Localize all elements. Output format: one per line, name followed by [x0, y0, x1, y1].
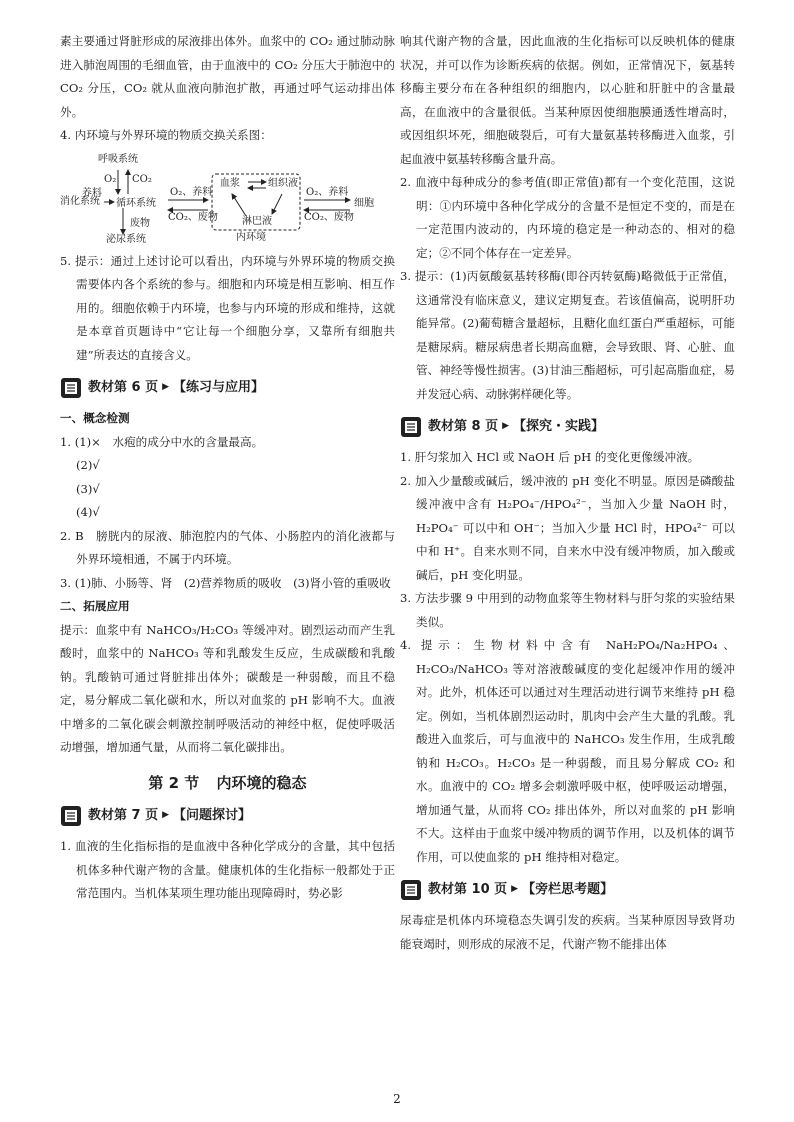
triangle-right-icon: ▶ — [162, 810, 170, 821]
subheading-extension: 二、拓展应用 — [60, 599, 130, 613]
co2-waste-label-2: CO₂、废物 — [304, 211, 354, 223]
banner-page-10 — [400, 877, 735, 903]
tissue-lymph-arrow — [272, 194, 282, 214]
tissue-fluid-label: 组织液 — [268, 177, 298, 189]
banner-page-6 — [60, 375, 395, 401]
p8-item-2: 2. 加入少量酸或碱后，缓冲液的 pH 变化不明显。原因是磷酸盐缓冲液中含有 H₂PO₄⁻/HPO₄²⁻，当加入少量 NaOH 时，H₂PO₄⁻ 可以中和 OH⁻；当加入少量 HCl 时，HPO₄²⁻ 可以中和 H⁺。自来水则不同，自来水中没有缓冲物质，加入酸或碱后，pH 变化明显。 — [400, 473, 735, 582]
intro-paragraph: 素主要通过肾脏形成的尿液排出体外。血浆中的 CO₂ 通过肺动脉进入肺泡周围的毛细血管，由于血液中的 CO₂ 分压大于肺泡中的 CO₂ 分压，CO₂ 就从血液向肺泡扩散，再通过呼气运动排出体外。 — [60, 34, 395, 119]
respiratory-label: 呼吸系统 — [98, 153, 138, 165]
lymph-plasma-arrow — [232, 194, 246, 216]
o2-nutrient-label: O₂、养料 — [170, 186, 213, 198]
p8-item-3: 3. 方法步骤 9 中用到的动物血浆等生物材料与肝匀浆的实验结果类似。 — [400, 591, 735, 629]
lymph-label: 淋巴液 — [242, 215, 272, 227]
q1-4: (4)√ — [76, 505, 100, 519]
banner-category: 【问题探讨】 — [173, 808, 252, 824]
waste-label: 废物 — [130, 217, 150, 229]
p7-item-2: 2. 血液中每种成分的参考值(即正常值)都有一个变化范围，这说明：①内环境中各种化学成分的含量不是恒定不变的，而是在一定范围内波动的，内环境的稳定是一种动态的、相对的稳定；②不同个体存在一定差异。 — [400, 175, 735, 260]
banner-category: 【练习与应用】 — [173, 380, 265, 396]
book-icon — [60, 805, 82, 827]
diagram-lines — [60, 154, 395, 246]
q1-1: 1. (1)× 水疱的成分中水的含量最高。 — [60, 434, 264, 449]
page-number: 2 — [393, 1092, 401, 1106]
cell-label: 细胞 — [354, 197, 374, 209]
q1-2: (2)√ — [76, 458, 100, 472]
extension-paragraph: 提示：血浆中有 NaHCO₃/H₂CO₃ 等缓冲对。剧烈运动而产生乳酸时，血浆中的 NaHCO₃ 等和乳酸发生反应，生成碳酸和乳酸钠。乳酸钠可通过肾脏排出体外；碳酸是一种弱酸，而且不稳定，易分解成二氧化碳和水，所以对血浆的 pH 影响不大。血液中增多的二氧化碳会刺激控制呼吸活动的神经中枢，促使呼吸活动增强，增加通气量，从而将二氧化碳排出。 — [60, 622, 395, 754]
right-column — [400, 30, 735, 956]
banner-page-7 — [60, 803, 395, 829]
banner-title: 教材第 8 页 — [428, 419, 499, 435]
exchange-diagram — [60, 154, 395, 246]
banner-title: 教材第 7 页 — [88, 808, 159, 824]
circulatory-label: 循环系统 — [116, 197, 156, 209]
digestive-label: 消化系统 — [60, 195, 100, 207]
co2-label: CO₂ — [132, 173, 152, 185]
banner-title: 教材第 6 页 — [88, 380, 159, 396]
book-icon — [400, 879, 422, 901]
plasma-label: 血浆 — [220, 177, 240, 189]
o2-nutrient-label-2: O₂、养料 — [306, 186, 349, 198]
p10-paragraph: 尿毒症是机体内环境稳态失调引发的疾病。当某种原因导致肾功能衰竭时，则形成的尿液不足，代谢产物不能排出体 — [400, 913, 735, 951]
internal-env-label: 内环境 — [236, 231, 266, 243]
p7-item-3: 3. 提示：(1)丙氨酸氨基转移酶(即谷丙转氨酶)略微低于正常值，这通常没有临床意义，建议定期复查。若该值偏高，说明肝功能异常。(2)葡萄糖含量超标，且糖化血红蛋白严重超标，可能是糖尿病。糖尿病患者长期高血糖，会导致眼、肾、心脏、血管、神经等慢性损害。(3)甘油三酯超标，可引起高脂血症，易并发冠心病、动脉粥样硬化等。 — [400, 269, 735, 401]
item-4: 4. 内环境与外界环境的物质交换关系图： — [60, 128, 272, 142]
banner-title: 教材第 10 页 — [428, 882, 508, 898]
q1-3: (3)√ — [76, 481, 100, 496]
section-number: 第 2 节 — [148, 773, 200, 792]
q3: 3. (1)肺、小肠等、肾 (2)营养物质的吸收 (3)肾小管的重吸收 — [60, 575, 391, 590]
left-column — [60, 30, 395, 906]
banner-page-8 — [400, 414, 735, 440]
banner-category: 【旁栏思考题】 — [522, 882, 614, 898]
triangle-right-icon: ▶ — [511, 884, 519, 895]
triangle-right-icon: ▶ — [502, 421, 510, 432]
book-icon — [400, 416, 422, 438]
triangle-right-icon: ▶ — [162, 382, 170, 393]
subheading-concept-check: 一、概念检测 — [60, 411, 130, 425]
urinary-label: 泌尿系统 — [106, 233, 146, 245]
p7-item-1: 1. 血液的生化指标指的是血液中各种化学成分的含量，其中包括机体多种代谢产物的含量。健康机体的生化指标一般都处于正常范围内。当机体某项生理功能出现障碍时，势必影 — [60, 839, 395, 900]
book-icon — [60, 377, 82, 399]
q2: 2. B 膀胱内的尿液、肺泡腔内的气体、小肠腔内的消化液都与外界环境相通，不属于内环境。 — [60, 528, 395, 566]
continuation-paragraph: 响其代谢产物的含量，因此血液的生化指标可以反映机体的健康状况，并可以作为诊断疾病的依据。例如，正常情况下，氨基转移酶主要分布在各种组织的细胞内，以心脏和肝脏中的含量最高，在血液中的含量很低。当某种原因使细胞膜通透性增高时，或因组织坏死，细胞破裂后，可有大量氨基转移酶进入血浆，引起血液中氨基转移酶含量升高。 — [400, 34, 735, 166]
p8-item-4: 4. 提示：生物材料中含有 NaH₂PO₄/Na₂HPO₄、H₂CO₃/NaHCO₃ 等对溶液酸碱度的变化起缓冲作用的缓冲对。此外，机体还可以通过对生理活动进行调节来维持 pH 稳定。例如，当机体剧烈运动时，肌肉中会产生大量的乳酸。乳酸进入血浆后，可与血液中的 NaHCO₃ 发生作用，生成乳酸钠和 H₂CO₃。H₂CO₃ 是一种弱酸，而且易分解成 CO₂ 和水。血液中的 CO₂ 增多会刺激呼吸中枢，使呼吸运动增强，增加通气量，从而将 CO₂ 排出体外，所以对血浆的 pH 影响不大。这样由于血浆中缓冲物质的调节作用，以及机体的调节作用，可以使血浆的 pH 维持相对稳定。 — [400, 638, 735, 864]
section-heading — [60, 772, 395, 796]
co2-waste-label: CO₂、废物 — [168, 211, 218, 223]
p8-item-1: 1. 肝匀浆加入 HCl 或 NaOH 后 pH 的变化更像缓冲液。 — [400, 450, 700, 464]
nutrient-label: 养料 — [82, 187, 102, 199]
o2-label: O₂ — [104, 173, 117, 185]
section-name: 内环境的稳态 — [216, 773, 307, 792]
banner-category: 【探究・实践】 — [513, 419, 605, 435]
item-5: 5. 提示：通过上述讨论可以看出，内环境与外界环境的物质交换需要体内各个系统的参与。细胞和内环境是相互影响、相互作用的。细胞依赖于内环境，也参与内环境的形成和维持，这就是本章首页题诗中“它让每一个细胞分享，又靠所有细胞共建”所表达的直接含义。 — [60, 253, 395, 362]
